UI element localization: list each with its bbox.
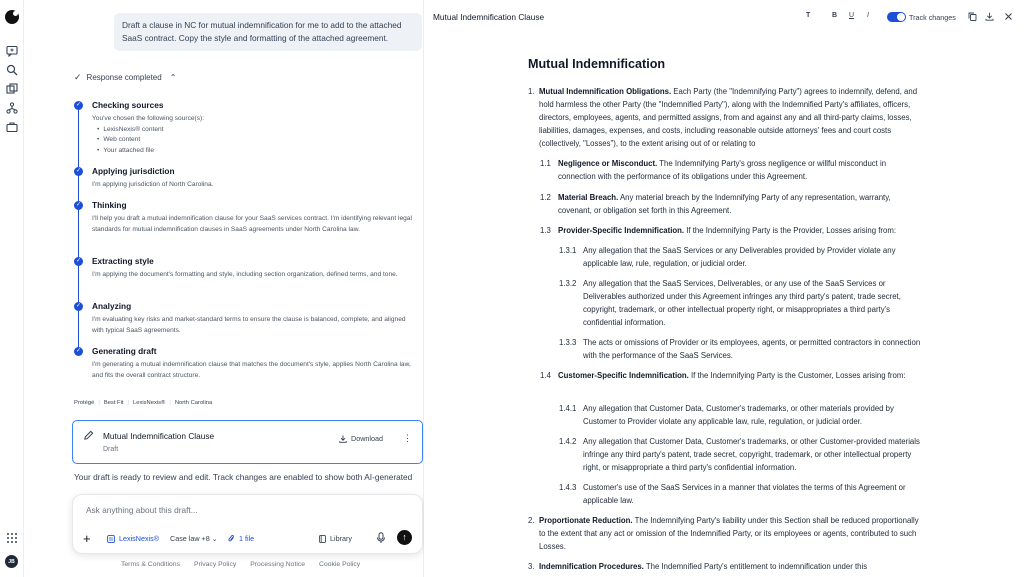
document-header [424, 0, 1024, 34]
download-icon [339, 435, 347, 443]
bold-button[interactable]: B [832, 12, 838, 19]
vault-icon[interactable] [5, 82, 18, 95]
library-button[interactable] [319, 534, 352, 543]
book-icon [319, 535, 326, 543]
step-desc: I'll help you draft a mutual indemnification clause for your SaaS services contract. I'm identifying relevant legal standards for mutual indemnification clauses in SaaS agreements under North Carolina law. [92, 215, 412, 233]
step-desc: I'm applying jurisdiction of North Carolina. [92, 181, 214, 188]
step-check-icon: ✓ [75, 168, 82, 174]
chat-panel [24, 0, 424, 577]
section-1-3-3 [559, 336, 923, 362]
section-text: The Indemnified Party's entitlement to indemnification under this [643, 562, 868, 571]
section-1-3-2 [559, 277, 923, 329]
more-options-icon[interactable]: ⋮ [403, 433, 412, 443]
file-label: 1 file [239, 534, 255, 543]
step-check-icon: ✓ [75, 348, 82, 354]
section-3 [528, 560, 923, 573]
cookie-policy-link[interactable]: Cookie Policy [319, 561, 361, 568]
checkmark-icon: ✓ [74, 72, 82, 82]
section-number: 1.3.2 [559, 279, 577, 288]
source-item: • LexisNexis® content [97, 125, 417, 136]
section-text: If the Indemnifying Party is the Customer, Losses arising from: [688, 371, 906, 380]
track-changes-label: Track changes [909, 13, 956, 22]
download-label: Download [351, 434, 383, 443]
response-status-toggle[interactable] [74, 72, 176, 83]
section-1-4-1 [559, 402, 923, 428]
paperclip-icon [228, 534, 235, 543]
section-number: 2. [528, 516, 535, 525]
section-1-2 [540, 191, 923, 217]
section-2 [528, 514, 923, 553]
section-heading: Proportionate Reduction. [539, 516, 633, 525]
workflows-icon[interactable] [5, 101, 18, 114]
track-changes-toggle[interactable] [887, 12, 906, 22]
step-title: Applying jurisdiction [92, 166, 175, 176]
section-1-4 [540, 369, 923, 382]
section-heading: Material Breach. [558, 193, 619, 202]
document-title: Mutual Indemnification [528, 57, 666, 71]
step-title: Generating draft [92, 346, 157, 356]
terms-link[interactable]: Terms & Conditions [121, 561, 180, 568]
section-text: The acts or omissions of Provider or its employees, agents, or permitted contractors in connection with the performance of the SaaS Services. [583, 338, 921, 360]
step-desc: I'm generating a mutual indemnification clause that matches the document's style, applies North Carolina law, and fits the overall contract structure. [92, 361, 411, 379]
section-text: Any allegation that the SaaS Services or any Deliverables provided by Provider violate any applicable law, rule, regulation, or judicial order. [583, 246, 896, 268]
section-heading: Provider-Specific Indemnification. [558, 226, 685, 235]
microphone-icon[interactable] [376, 532, 386, 544]
step-title: Checking sources [92, 100, 164, 110]
pencil-icon [83, 430, 94, 441]
step-check-icon: ✓ [75, 102, 82, 108]
app-logo[interactable] [5, 10, 19, 24]
draft-card-subtitle: Draft [103, 446, 119, 453]
step-check-icon: ✓ [75, 258, 82, 264]
close-icon[interactable] [1004, 12, 1013, 21]
section-number: 1.4 [540, 371, 551, 380]
section-number: 1.1 [540, 159, 551, 168]
footer-links [121, 561, 360, 568]
section-text: Any material breach by the Indemnifying Party of any representation, warranty, covenant, or obligation set forth in this Agreement. [558, 193, 891, 215]
draft-card-title: Mutual Indemnification Clause [103, 431, 215, 441]
italic-button[interactable]: I [867, 12, 869, 19]
section-text: Any allegation that Customer Data, Customer's trademarks, or other materials provided by Customer to Provider violate any applicable law, rule, regulation, or judicial order. [583, 404, 894, 426]
section-number: 1.4.3 [559, 483, 577, 492]
section-number: 1.4.2 [559, 437, 577, 446]
timeline-line [78, 102, 79, 352]
section-text: Any allegation that the SaaS Services, Deliverables, or any use of the SaaS Services or Deliverables authorized under this Agreement infringes any third party's patent, trade secret, copyright, trademark, or other intellectual property right, or misappropriates a third party's confidential information. [583, 279, 901, 327]
step-title: Extracting style [92, 256, 154, 266]
step-desc: I'm applying the document's formatting and style, including section organization, defined terms, and tone. [92, 271, 398, 278]
lexisnexis-label: LexisNexis® [119, 534, 160, 543]
section-number: 1.3 [540, 226, 551, 235]
section-heading: Indemnification Procedures. [539, 562, 644, 571]
search-icon[interactable] [5, 63, 18, 76]
apps-grid-icon[interactable] [5, 531, 18, 544]
draft-card[interactable] [72, 420, 423, 464]
document-header-title: Mutual Indemnification Clause [433, 12, 545, 22]
section-heading: Customer-Specific Indemnification. [558, 371, 689, 380]
step-check-icon: ✓ [75, 202, 82, 208]
section-1-3 [540, 224, 923, 237]
section-number: 3. [528, 562, 535, 571]
section-text: Each Party (the "Indemnifying Party") agrees to indemnify, defend, and hold harmless the other Party (the "Indemnified Party"), along with the Indemnified Party's affiliates, officers, directors, employees, agents, and permitted assigns, from and against any and all third-party claims, losses, liabilities, damages, expenses, and costs, including reasonable outside attorneys' fees and court costs (collectively, "Losses"), to the extent arising out of or relating to [539, 87, 918, 148]
step-title: Analyzing [92, 301, 132, 311]
step-desc: I'm evaluating key risks and market-standard terms to ensure the clause is balanced, complete, and aligned with typical SaaS agreements. [92, 316, 406, 334]
add-attachment-button[interactable]: + [83, 531, 91, 546]
section-text: Any allegation that Customer Data, Customer's trademarks, or other Customer-provided materials infringe any third party's patent, trade secret, copyright, trademark, or other intellectual property right, or misappropriate a third party's confidential information. [583, 437, 920, 472]
user-avatar[interactable]: JB [5, 555, 18, 568]
attached-file-button[interactable] [228, 534, 254, 543]
message-composer [72, 494, 423, 554]
composer-input[interactable]: Ask anything about this draft... [86, 505, 198, 515]
section-number: 1.2 [540, 193, 551, 202]
section-text: The Indemnifying Party's liability under this Section shall be reduced proportionally to the extent that any act or omission of the Indemnified Party, or its employees or agents, contributed to such Losses. [539, 516, 919, 551]
section-1-3-1 [559, 244, 923, 270]
source-item: • Web content [97, 135, 417, 146]
library-label: Library [330, 534, 352, 543]
section-1 [528, 85, 923, 150]
chevron-up-icon: ⌃ [169, 73, 177, 82]
tag-lexisnexis: LexisNexis® [133, 400, 166, 406]
chevron-down-icon: ⌄ [211, 534, 218, 543]
document-body[interactable] [528, 56, 923, 571]
text-style-button[interactable]: T [806, 12, 811, 19]
section-number: 1.3.1 [559, 246, 577, 255]
source-item: • Your attached file [97, 146, 417, 157]
section-1-1 [540, 157, 923, 183]
case-law-label: Case law +8 [170, 534, 210, 543]
tag-protege: Protégé [74, 400, 95, 406]
section-1-4-3 [559, 481, 923, 507]
step-desc [92, 114, 417, 156]
step-title: Thinking [92, 200, 127, 210]
section-number: 1. [528, 87, 535, 96]
response-status-label: Response completed [86, 73, 162, 82]
database-icon [107, 535, 115, 543]
ready-message: Your draft is ready to review and edit. Track changes are enabled to show both AI-generated [74, 472, 413, 482]
processing-notice-link[interactable]: Processing Notice [250, 561, 306, 568]
privacy-link[interactable]: Privacy Policy [193, 561, 237, 568]
download-icon[interactable] [985, 12, 994, 21]
section-heading: Mutual Indemnification Obligations. [539, 87, 672, 96]
section-text: Customer's use of the SaaS Services in a manner that violates the terms of this Agreement or applicable law. [583, 483, 906, 505]
section-number: 1.3.3 [559, 338, 577, 347]
user-message: Draft a clause in NC for mutual indemnification for me to add to the attached SaaS contract. Copy the style and formatting of the attached agreement. [114, 13, 422, 51]
section-number: 1.4.1 [559, 404, 577, 413]
tag-best-fit: Best Fit [103, 400, 124, 406]
section-text: If the Indemnifying Party is the Provider, Losses arising from: [684, 226, 896, 235]
section-text: The Indemnifying Party's gross negligence or willful misconduct in connection with the performance of its obligations under this Agreement. [558, 159, 887, 181]
briefcase-icon[interactable] [5, 120, 18, 133]
underline-button[interactable]: U [849, 12, 855, 19]
new-chat-icon[interactable] [5, 44, 18, 57]
lexisnexis-source-button[interactable] [107, 534, 159, 543]
step-check-icon: ✓ [75, 303, 82, 309]
download-button[interactable] [339, 434, 383, 443]
copy-icon[interactable] [968, 12, 977, 21]
source-tags: Protégé | Best Fit | LexisNexis® | North Carolina [74, 400, 213, 406]
section-1-4-2 [559, 435, 923, 474]
left-rail [0, 0, 24, 577]
case-law-dropdown[interactable] [170, 534, 218, 543]
tag-jurisdiction: North Carolina [174, 400, 213, 406]
section-heading: Negligence or Misconduct. [558, 159, 658, 168]
document-panel [424, 0, 1024, 577]
send-button[interactable]: ↑ [397, 530, 412, 545]
step-desc-text: You've chosen the following source(s): [92, 115, 205, 122]
